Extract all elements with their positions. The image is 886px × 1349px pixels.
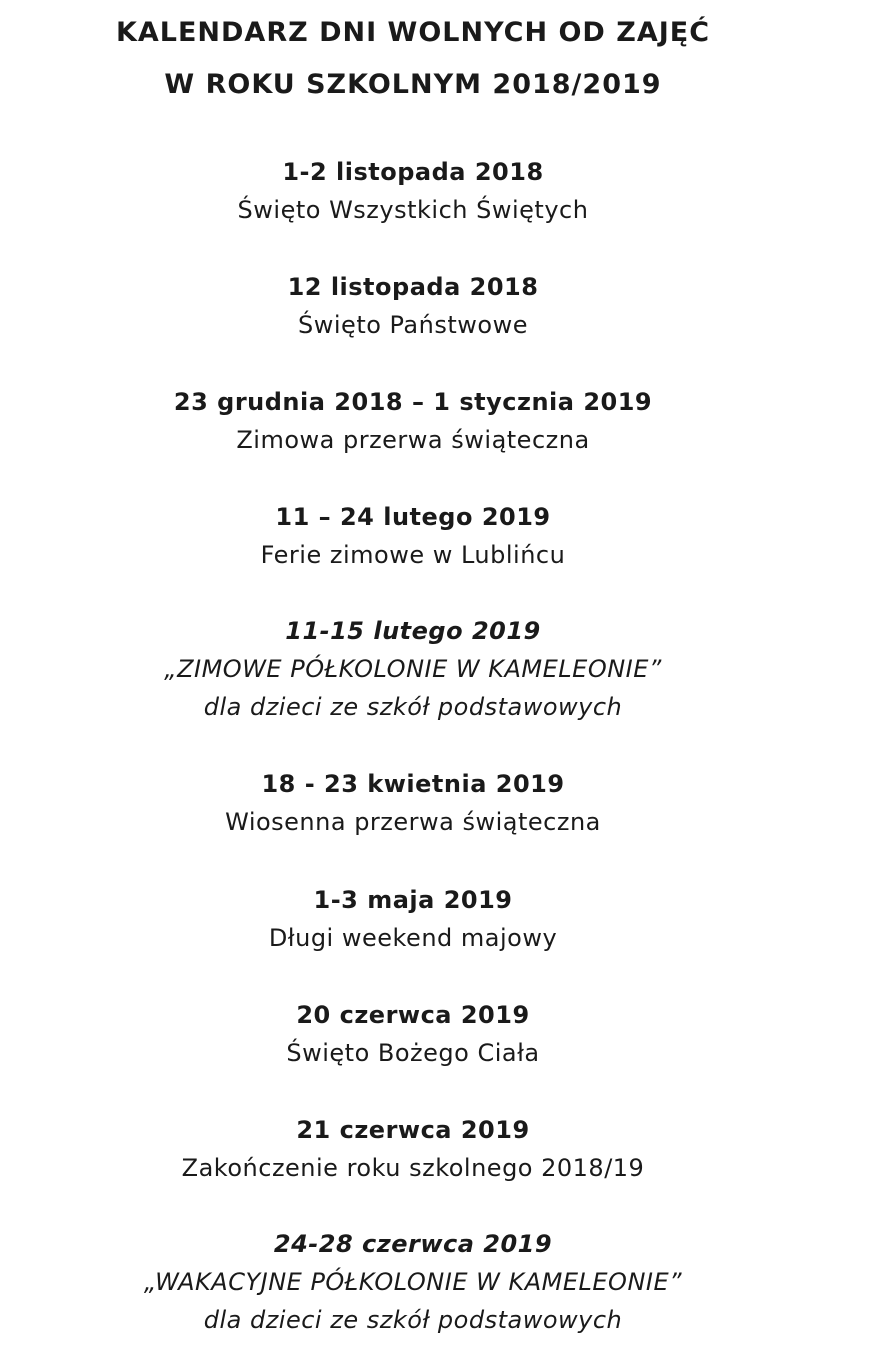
entry-description: Długi weekend majowy [268,924,558,952]
document-title-line-1: KALENDARZ DNI WOLNYCH OD ZAJĘĆ [115,17,711,48]
entry-date: 11 – 24 lutego 2019 [275,503,551,531]
calendar-entry [0,1111,826,1187]
entry-description: „WAKACYJNE PÓŁKOLONIE W KAMELEONIE” [143,1268,683,1296]
document-title-line-2: W ROKU SZKOLNYM 2018/2019 [164,69,662,100]
entry-date: 24-28 czerwca 2019 [273,1230,553,1258]
entry-description: Święto Bożego Ciała [286,1039,540,1067]
calendar-entry [0,383,826,459]
entry-audience: dla dzieci ze szkół podstawowych [203,1306,623,1334]
entry-date: 1-3 maja 2019 [313,886,513,914]
calendar-entry [0,996,826,1072]
calendar-entry [0,765,826,841]
calendar-entry [0,268,826,344]
calendar-entry-camp [0,612,826,726]
entry-date: 11-15 lutego 2019 [285,617,541,645]
entry-description: Zakończenie roku szkolnego 2018/19 [181,1154,645,1182]
calendar-entry [0,498,826,574]
entry-description: Ferie zimowe w Lublińcu [260,541,566,569]
entry-description: Zimowa przerwa świąteczna [236,426,590,454]
entry-description: Święto Państwowe [298,311,528,339]
entry-date: 20 czerwca 2019 [296,1001,530,1029]
calendar-entry [0,153,826,229]
entry-date: 18 - 23 kwietnia 2019 [261,770,565,798]
entry-date: 12 listopada 2018 [287,273,539,301]
calendar-entry-camp [0,1225,826,1339]
entry-date: 23 grudnia 2018 – 1 stycznia 2019 [173,388,653,416]
entry-date: 1-2 listopada 2018 [282,158,544,186]
calendar-entry [0,881,826,957]
entry-description: Święto Wszystkich Świętych [237,196,589,224]
entry-date: 21 czerwca 2019 [296,1116,530,1144]
entry-audience: dla dzieci ze szkół podstawowych [203,693,623,721]
entry-description: „ZIMOWE PÓŁKOLONIE W KAMELEONIE” [164,655,662,683]
entry-description: Wiosenna przerwa świąteczna [225,808,601,836]
